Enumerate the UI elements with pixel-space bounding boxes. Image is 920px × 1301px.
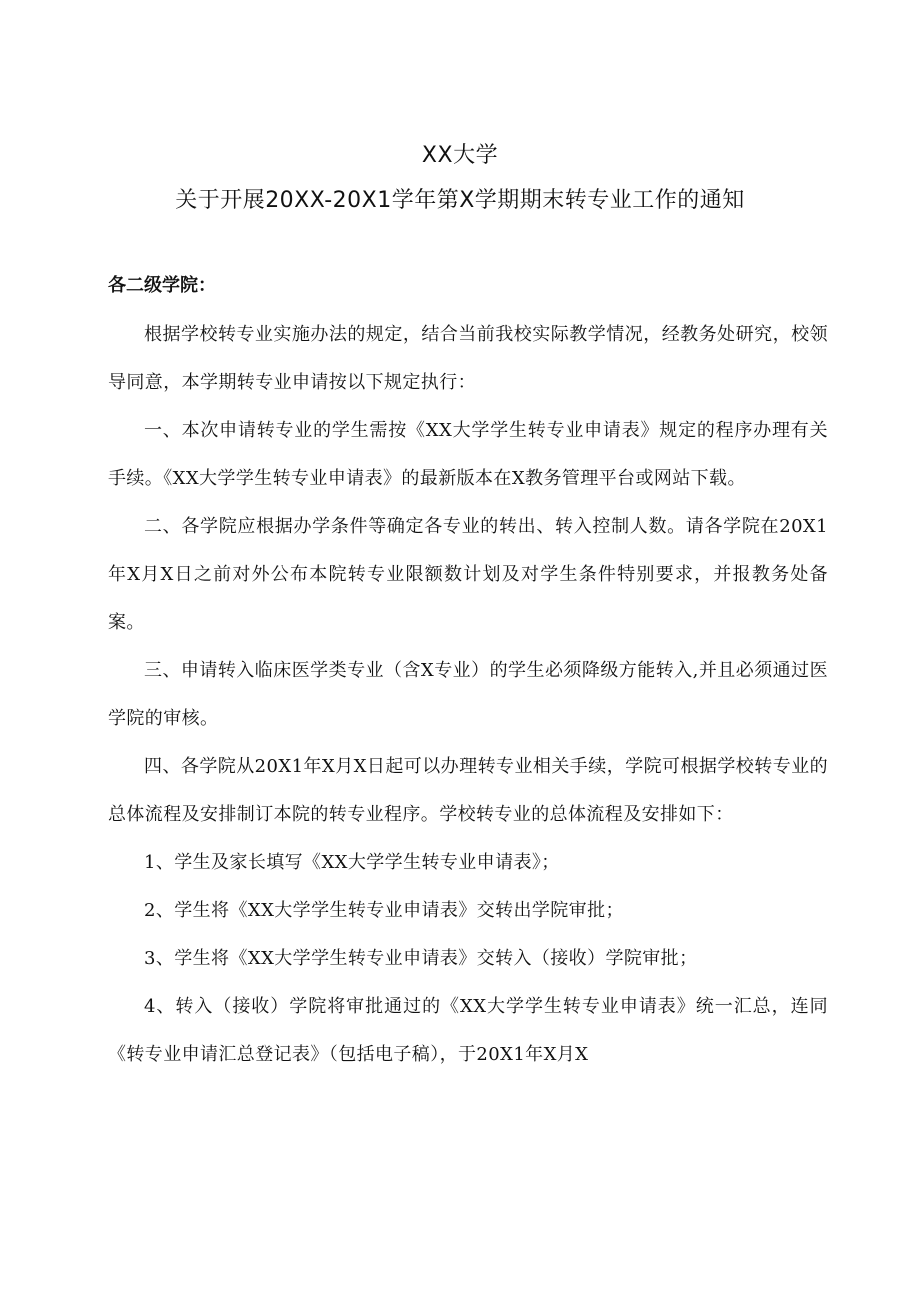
paragraph-item-1: 一、本次申请转专业的学生需按《XX大学学生转专业申请表》规定的程序办理有关手续。《XX大学学生转专业申请表》的最新版本在X教务管理平台或网站下载。 [108, 420, 828, 489]
paragraph-item-4: 四、各学院从20X1年X月X日起可以办理转专业相关手续，学院可根据学校转专业的总体流程及安排制订本院的转专业程序。学校转专业的总体流程及安排如下： [108, 756, 828, 825]
procedure-step-2: 2、学生将《XX大学学生转专业申请表》交转出学院审批； [144, 900, 624, 921]
salutation: 各二级学院： [108, 275, 216, 296]
document-title-notice: 关于开展20XX-20X1学年第X学期期末转专业工作的通知 [175, 188, 745, 213]
paragraph-item-2: 二、各学院应根据办学条件等确定各专业的转出、转入控制人数。请各学院在20X1年X月X日之前对外公布本院转专业限额数计划及对学生条件特别要求，并报教务处备案。 [108, 516, 828, 633]
procedure-step-1: 1、学生及家长填写《XX大学学生转专业申请表》； [144, 852, 560, 873]
document-title-institution: XX大学 [421, 143, 499, 168]
paragraph-intro: 根据学校转专业实施办法的规定，结合当前我校实际教学情况，经教务处研究，校领导同意，本学期转专业申请按以下规定执行： [108, 324, 828, 393]
paragraph-item-3: 三、申请转入临床医学类专业（含X专业）的学生必须降级方能转入,并且必须通过医学院的审核。 [108, 660, 828, 729]
procedure-step-4: 4、转入（接收）学院将审批通过的《XX大学学生转专业申请表》统一汇总，连同《转专业申请汇总登记表》（包括电子稿），于20X1年X月X [108, 996, 828, 1065]
document-body [108, 311, 828, 1079]
procedure-step-3: 3、学生将《XX大学学生转专业申请表》交转入（接收）学院审批； [144, 948, 698, 969]
